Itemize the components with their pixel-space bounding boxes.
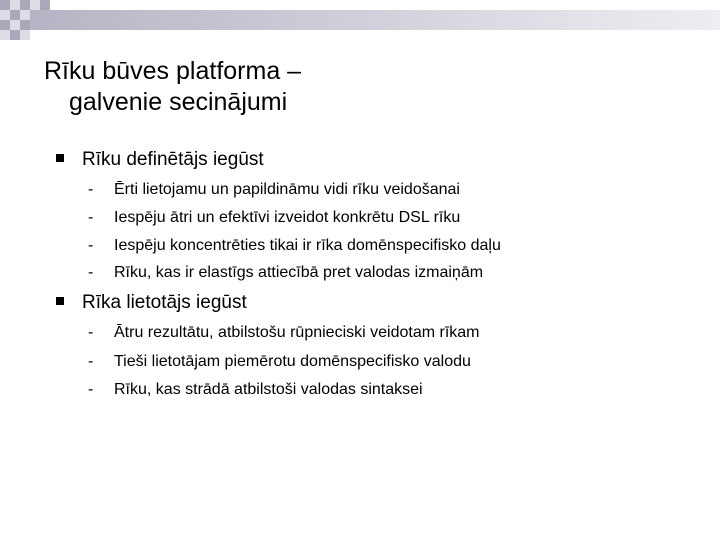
list-item-text: Rīku, kas ir elastīgs attiecībā pret valodas izmaiņām: [114, 264, 484, 281]
section-heading-text: Rīka lietotājs iegūst: [82, 292, 247, 313]
list-item: [88, 263, 483, 283]
dash-bullet: -: [88, 264, 94, 281]
list-item: [88, 323, 479, 343]
section-heading-definer: [56, 149, 264, 171]
list-item-text: Iespēju koncentrēties tikai ir rīka domēnspecifisko daļu: [114, 237, 501, 254]
list-item-text: Tieši lietotājam piemērotu domēnspecifisko valodu: [114, 353, 471, 370]
section-heading-text: Rīku definētājs iegūst: [82, 149, 264, 170]
square-bullet-icon: [56, 297, 64, 305]
list-item: [88, 380, 423, 400]
list-item: [88, 352, 471, 372]
list-item-text: Ātru rezultātu, atbilstošu rūpnieciski veidotam rīkam: [114, 324, 480, 341]
dash-bullet: -: [88, 209, 94, 226]
dash-bullet: -: [88, 324, 94, 341]
section-heading-user: [56, 292, 247, 314]
slide-title-line-2: galvenie secinājumi: [69, 88, 288, 116]
dash-bullet: -: [88, 353, 94, 370]
square-bullet-icon: [56, 154, 64, 162]
dash-bullet: -: [88, 181, 94, 198]
list-item-text: Iespēju ātri un efektīvi izveidot konkrētu DSL rīku: [114, 209, 461, 226]
list-item-text: Rīku, kas strādā atbilstoši valodas sintaksei: [114, 381, 423, 398]
list-item: [88, 180, 460, 200]
dash-bullet: -: [88, 237, 94, 254]
list-item: [88, 208, 460, 228]
list-item-text: Ērti lietojamu un papildināmu vidi rīku veidošanai: [114, 181, 460, 198]
slide-title-line-1: Rīku būves platforma –: [44, 57, 302, 85]
dash-bullet: -: [88, 381, 94, 398]
list-item: [88, 236, 501, 256]
